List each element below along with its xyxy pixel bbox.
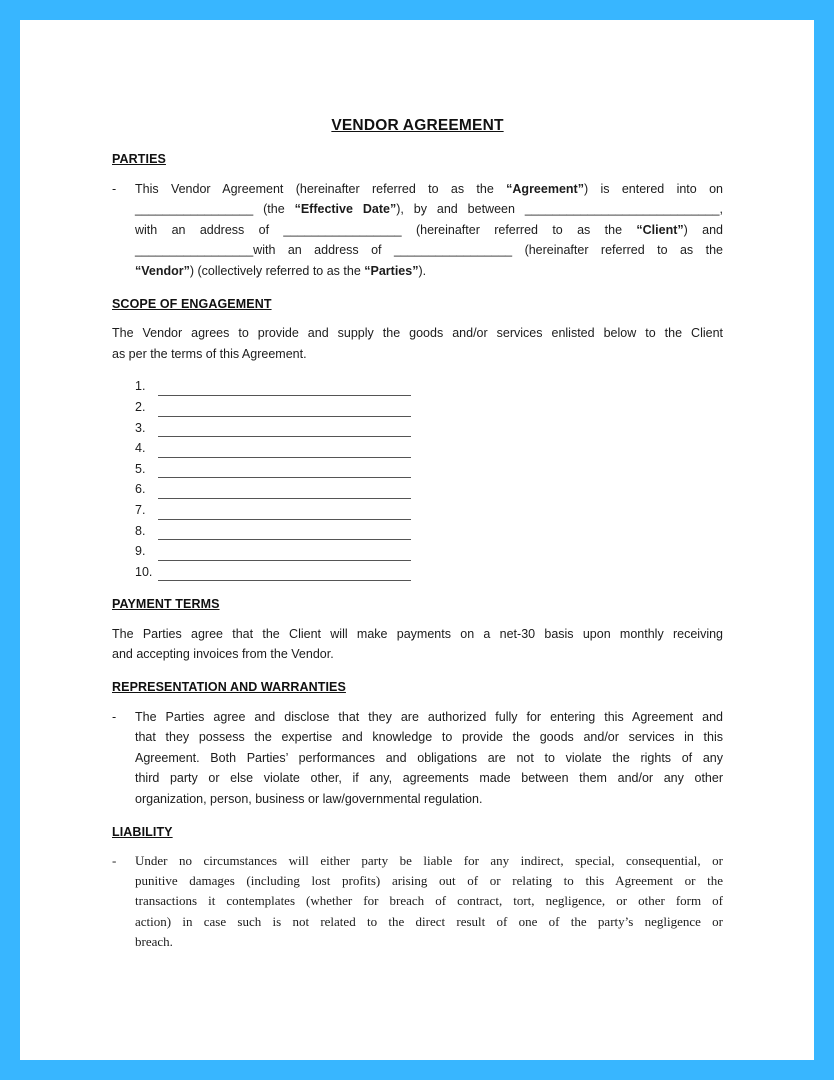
blank-field	[158, 474, 411, 478]
document-title: VENDOR AGREEMENT	[331, 117, 504, 134]
text-run: organization, person, business or law/governmental regulation.	[135, 792, 483, 807]
section-heading: LIABILITY	[112, 824, 173, 839]
list-number: 7.	[135, 502, 146, 517]
text-run: ) and	[683, 222, 723, 237]
numbered-blank-item	[135, 541, 723, 562]
bold-text-run: “Client”	[636, 222, 684, 237]
paragraph-line	[135, 199, 723, 220]
text-run: punitive damages (including lost profits) arising out of or relating to this Agreement or the	[135, 873, 723, 889]
blank-field	[158, 557, 411, 561]
bullet-paragraph	[112, 851, 723, 951]
paragraph-line	[135, 932, 723, 952]
paragraph-line	[135, 727, 723, 748]
blank-field	[158, 495, 411, 499]
text-run: ) (collectively referred to as the	[189, 263, 365, 278]
list-number: 10.	[135, 564, 153, 579]
section-heading: REPRESENTATION AND WARRANTIES	[112, 680, 346, 695]
bullet-dash-marker: -	[112, 709, 117, 724]
list-number: 3.	[135, 420, 146, 435]
text-run: breach.	[135, 933, 173, 949]
text-run: and accepting invoices from the Vendor.	[112, 647, 334, 662]
paragraph	[112, 624, 723, 665]
text-run: as per the terms of this Agreement.	[112, 346, 307, 361]
paragraph-line	[135, 871, 723, 891]
numbered-blank-item	[135, 562, 723, 583]
section-liability	[112, 822, 723, 952]
text-run: ).	[418, 263, 427, 278]
text-run: ), by and between ____________________________,	[396, 202, 723, 217]
section-heading: SCOPE OF ENGAGEMENT	[112, 296, 272, 311]
numbered-blank-item	[135, 500, 723, 521]
numbered-blank-list	[135, 376, 723, 582]
numbered-blank-item	[135, 418, 723, 439]
section-scope-of-engagement	[112, 294, 723, 583]
document-body	[112, 149, 723, 952]
text-run: The Parties agree that the Client will make payments on a net-30 basis upon monthly receiving	[112, 626, 723, 641]
section-heading: PAYMENT TERMS	[112, 597, 220, 612]
blank-field	[158, 577, 411, 581]
paragraph-line	[135, 240, 723, 261]
bullet-dash-marker: -	[112, 181, 117, 196]
paragraph-line	[135, 748, 723, 769]
blank-field	[158, 392, 411, 396]
numbered-blank-item	[135, 521, 723, 542]
text-run: action) in case such is not related to the direct result of one of the party’s negligence or	[135, 913, 723, 929]
numbered-blank-item	[135, 376, 723, 397]
list-number: 4.	[135, 441, 146, 456]
paragraph-line	[135, 912, 723, 932]
text-run: The Vendor agrees to provide and supply the goods and/or services enlisted below to the Client	[112, 326, 723, 341]
paragraph	[112, 323, 723, 364]
bullet-paragraph	[112, 707, 723, 810]
list-number: 8.	[135, 523, 146, 538]
list-number: 1.	[135, 379, 146, 394]
paragraph-line	[135, 261, 723, 282]
blank-field	[158, 516, 411, 520]
text-run: _________________ (the	[135, 202, 295, 217]
numbered-blank-item	[135, 397, 723, 418]
section-heading: PARTIES	[112, 152, 166, 166]
text-run: The Parties agree and disclose that they are authorized fully for entering this Agreement and	[135, 709, 723, 724]
paragraph-line	[135, 789, 723, 810]
paragraph-line	[112, 344, 723, 365]
bullet-paragraph	[112, 179, 723, 282]
paragraph-line	[135, 707, 723, 728]
paragraph-line	[135, 891, 723, 911]
bold-text-run: “Agreement”	[506, 181, 584, 196]
text-run: third party or else violate other, if any, agreements made between them and/or any other	[135, 771, 723, 786]
text-run: with an address of _________________ (hereinafter referred to as the	[135, 222, 637, 237]
text-run: that they possess the expertise and knowledge to provide the goods and/or services in this	[135, 730, 723, 745]
paragraph-line	[135, 768, 723, 789]
paragraph-line	[112, 323, 723, 344]
paragraph-line	[112, 624, 723, 645]
numbered-blank-item	[135, 459, 723, 480]
bold-text-run: “Effective Date”	[294, 202, 397, 217]
bold-text-run: “Parties”	[364, 263, 419, 278]
paragraph-line	[135, 220, 723, 241]
bold-text-run: “Vendor”	[135, 263, 190, 278]
text-run: transactions it contemplates (whether for breach of contract, tort, negligence, or other form of	[135, 893, 723, 909]
paragraph-line	[135, 851, 723, 871]
section-parties	[112, 149, 723, 282]
list-number: 6.	[135, 482, 146, 497]
section-payment-terms	[112, 594, 723, 665]
paragraph-line	[135, 179, 723, 200]
text-run: _________________with an address of _________________ (hereinafter referred to as the	[135, 243, 723, 258]
blank-field	[158, 454, 411, 458]
section-representation-and-warranties	[112, 677, 723, 810]
paragraph-line	[112, 644, 723, 665]
blank-field	[158, 413, 411, 417]
text-run: ) is entered into on	[583, 181, 723, 196]
text-run: This Vendor Agreement (hereinafter referred to as the	[135, 181, 507, 196]
list-number: 9.	[135, 544, 146, 559]
list-number: 5.	[135, 461, 146, 476]
numbered-blank-item	[135, 479, 723, 500]
document-page	[20, 20, 814, 1060]
numbered-blank-item	[135, 438, 723, 459]
blank-field	[158, 433, 411, 437]
text-run: Under no circumstances will either party be liable for any indirect, special, consequential, or	[135, 853, 723, 869]
list-number: 2.	[135, 399, 146, 414]
blank-field	[158, 536, 411, 540]
bullet-dash-marker: -	[112, 853, 117, 869]
text-run: Agreement. Both Parties’ performances and obligations are not to violate the rights of any	[135, 750, 723, 765]
